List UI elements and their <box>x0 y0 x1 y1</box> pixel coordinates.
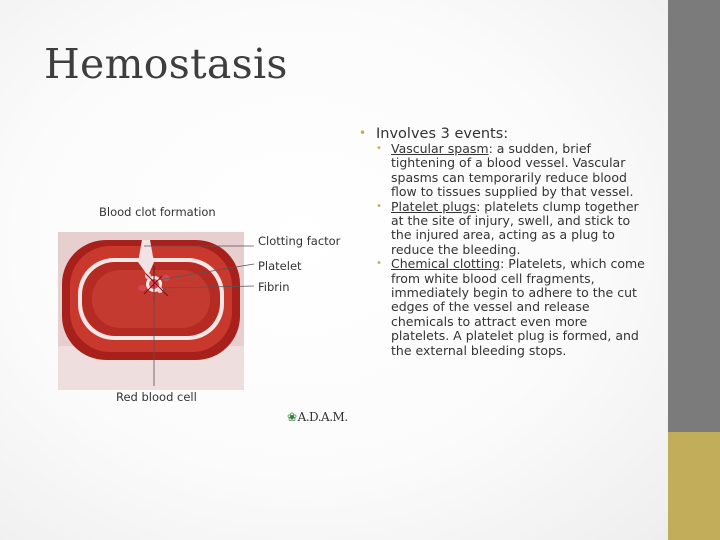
adam-credit <box>287 410 348 424</box>
label-red-blood-cell: Red blood cell <box>116 390 197 404</box>
sub-bullet-platelet-plugs <box>376 200 649 258</box>
term-platelet-plugs: Platelet plugs <box>391 198 477 214</box>
term-vascular-spasm: Vascular spasm <box>391 141 489 156</box>
adam-credit-text: A.D.A.M. <box>297 410 348 424</box>
sub-bullet-vascular-spasm <box>376 142 649 200</box>
desc-chemical-clotting: : Platelets, which come from white blood cell fragments, immediately begin to adhere to the cut edges of the vessel and release chemicals to attract even more platelets. A platelet plug is formed, and the external bleeding stops. <box>391 256 645 358</box>
side-accent-bar-gold <box>668 432 720 540</box>
term-chemical-clotting: Chemical clotting <box>391 256 501 272</box>
figure-title: Blood clot formation <box>99 205 216 219</box>
sub-bullet-chemical-clotting <box>376 257 649 358</box>
sub-bullet-list <box>376 142 649 358</box>
blood-clot-illustration <box>58 196 352 432</box>
bullet-content <box>357 126 657 358</box>
label-fibrin: Fibrin <box>258 280 290 294</box>
slide-title: Hemostasis <box>44 40 288 88</box>
red-blood-cell <box>138 285 146 291</box>
desc-platelet-plugs: : platelets clump together at the site of injury, swell, and stick to the injured area, acting as a plug to reduce the bleeding. <box>391 198 639 257</box>
bullet-main-text: Involves 3 events: <box>376 126 509 142</box>
desc-vascular-spasm: : a sudden, brief tightening of a blood vessel. Vascular spasms can temporarily reduce blood flow to tissues supplied by that vessel. <box>391 141 634 200</box>
adam-leaf-icon: ❀ <box>287 410 297 424</box>
label-clotting-factor: Clotting factor <box>258 234 341 248</box>
bullet-main <box>357 126 657 358</box>
side-accent-bar-gray <box>668 0 720 432</box>
label-platelet: Platelet <box>258 259 302 273</box>
